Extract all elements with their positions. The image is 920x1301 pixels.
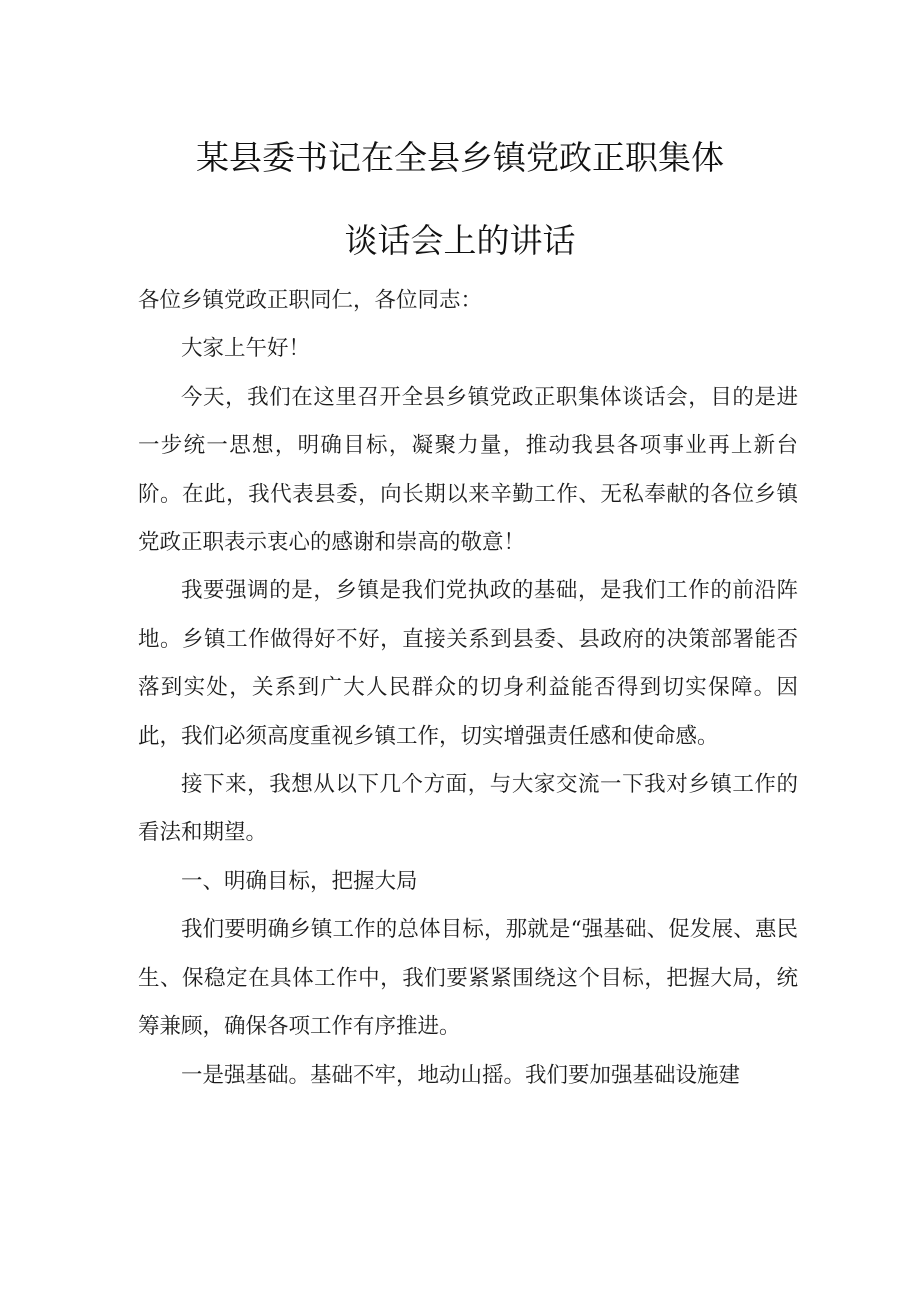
salutation: 各位乡镇党政正职同仁，各位同志： [138,288,483,313]
greeting: 大家上午好！ [181,336,311,362]
paragraph-emphasis: 我要强调的是，乡镇是我们党执政的基础，是我们工作的前沿阵地。乡镇工作做得好不好，直接关系到县委、县政府的决策部署能否落到实处，关系到广大人民群众的切身利益能否得到切实保障。因此，我们必须高度重视乡镇工作，切实增强责任感和使命感。 [138,578,798,749]
document-body [138,277,798,1100]
paragraph-intro: 今天，我们在这里召开全县乡镇党政正职集体谈话会，目的是进一步统一思想，明确目标，凝聚力量，推动我县各项事业再上新台阶。在此，我代表县委，向长期以来辛勤工作、无私奉献的各位乡镇党政正职表示衷心的感谢和崇高的敬意！ [138,384,798,556]
document-title-line-1: 某县委书记在全县乡镇党政正职集体 [196,138,724,177]
paragraph-goals: 我们要明确乡镇工作的总体目标，那就是“强基础、促发展、惠民生、保稳定在具体工作中，我们要紧紧围绕这个目标，把握大局，统筹兼顾，确保各项工作有序推进。 [138,917,798,1040]
document-title-line-2: 谈话会上的讲话 [344,221,576,260]
paragraph-strengthen-foundation: 一是强基础。基础不牢，地动山摇。我们要加强基础设施建 [181,1062,741,1088]
paragraph-transition: 接下来，我想从以下几个方面，与大家交流一下我对乡镇工作的看法和期望。 [138,772,798,846]
section-heading: 一、明确目标，把握大局 [181,868,418,894]
